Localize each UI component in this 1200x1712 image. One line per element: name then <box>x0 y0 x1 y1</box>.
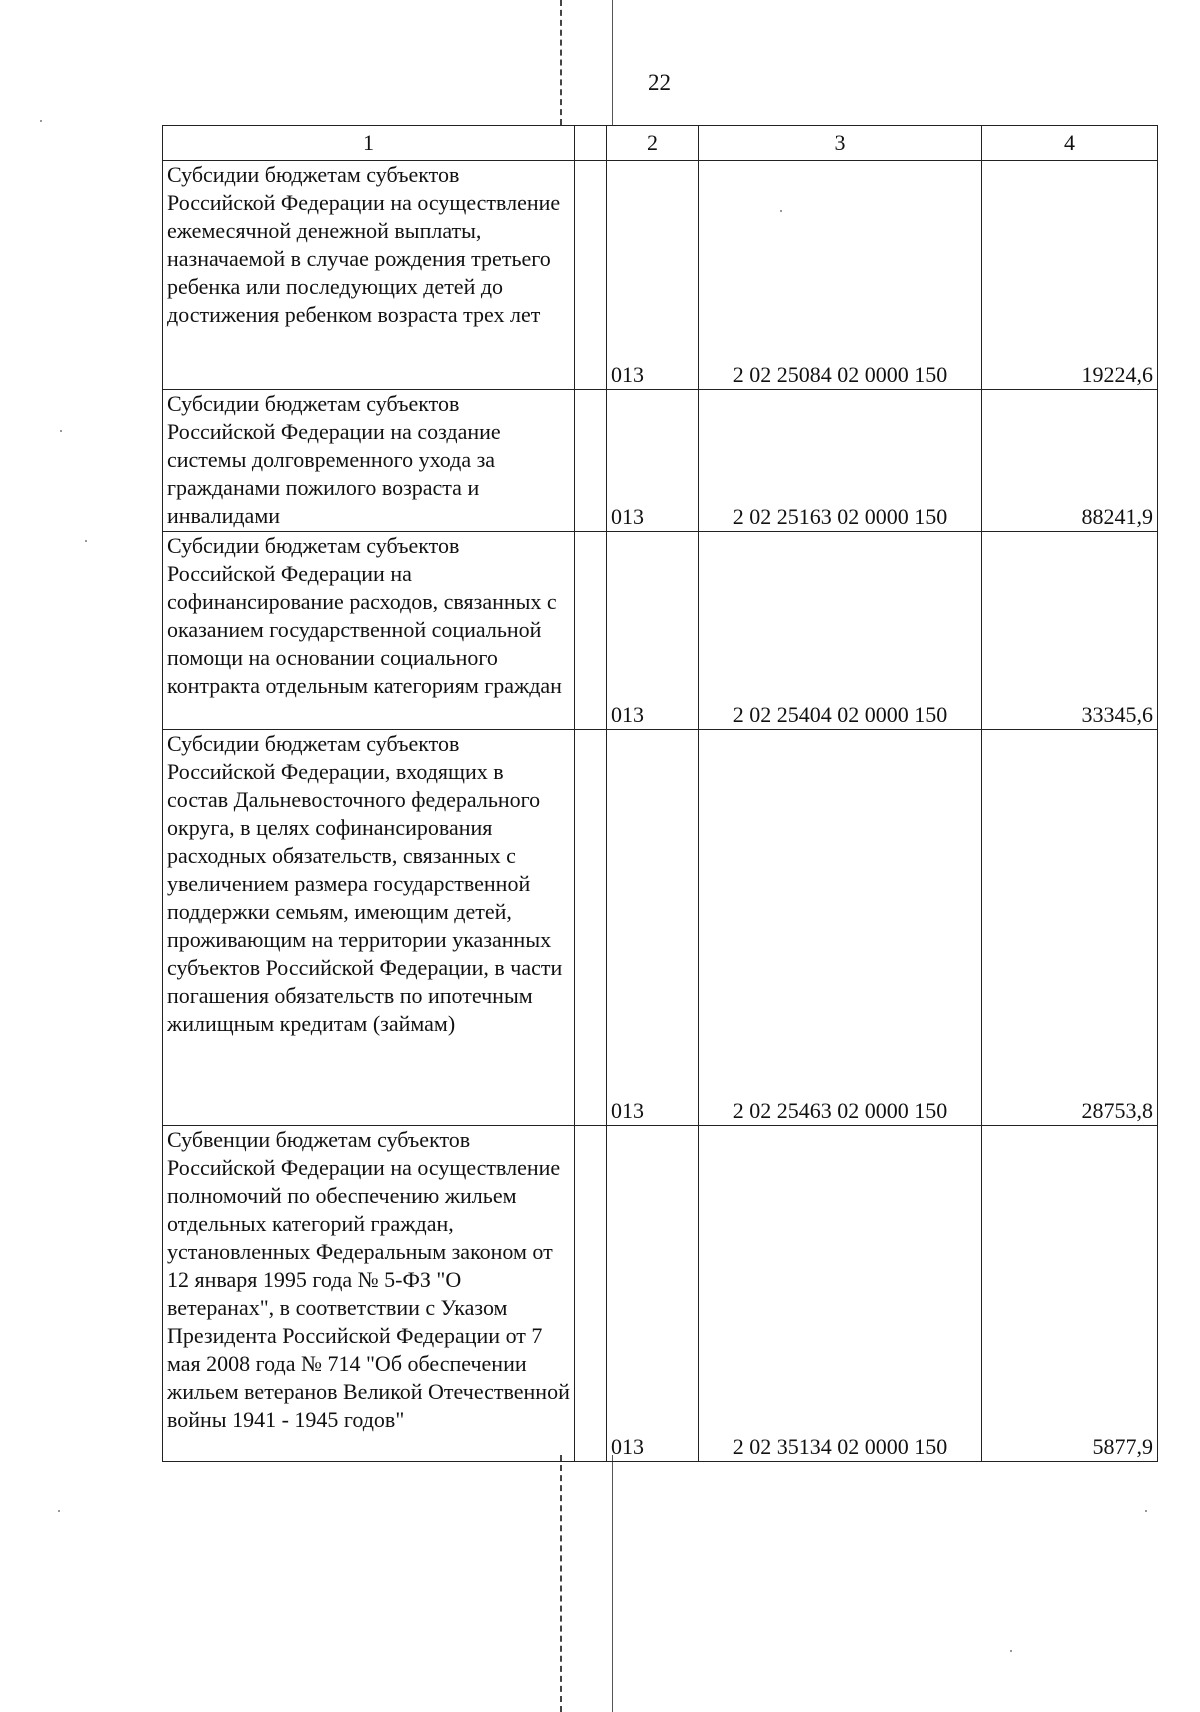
row-kbk-code: 2 02 35134 02 0000 150 <box>699 1126 982 1462</box>
row-kbk-code: 2 02 25463 02 0000 150 <box>699 730 982 1126</box>
row-description: Субсидии бюджетам субъектов Российской Федерации на создание системы долговременного ухода за гражданами пожилого возраста и инвалидами <box>163 390 575 532</box>
column-header: 2 <box>607 126 699 161</box>
table-header-row <box>163 126 1158 161</box>
table-row <box>163 532 1158 730</box>
scan-speck <box>1010 1650 1012 1652</box>
row-description: Субсидии бюджетам субъектов Российской Федерации на софинансирование расходов, связанных с оказанием государственной социальной помощи на основании социального контракта отдельным категориям граждан <box>163 532 575 730</box>
row-gap-cell <box>575 161 607 390</box>
scan-speck <box>40 120 42 122</box>
column-header: 4 <box>982 126 1158 161</box>
row-kbk-code: 2 02 25404 02 0000 150 <box>699 532 982 730</box>
scan-speck <box>58 1510 60 1512</box>
row-amount: 88241,9 <box>982 390 1158 532</box>
row-gap-cell <box>575 532 607 730</box>
row-amount: 28753,8 <box>982 730 1158 1126</box>
row-description: Субсидии бюджетам субъектов Российской Федерации, входящих в состав Дальневосточного федерального округа, в целях софинансирования расходных обязательств, связанных с увеличением размера государственной поддержки семьям, имеющим детей, проживающим на территории указанных субъектов Российской Федерации, в части погашения обязательств по ипотечным жилищным кредитам (займам) <box>163 730 575 1126</box>
scan-speck <box>85 540 87 542</box>
row-admin-code: 013 <box>607 730 699 1126</box>
column-header-gap <box>575 126 607 161</box>
row-description: Субвенции бюджетам субъектов Российской Федерации на осуществление полномочий по обеспечению жильем отдельных категорий граждан, установленных Федеральным законом от 12 января 1995 года № 5-ФЗ "О ветеранах", в соответствии с Указом Президента Российской Федерации от 7 мая 2008 года № 714 "Об обеспечении жильем ветеранов Великой Отечественной войны 1941 - 1945 годов" <box>163 1126 575 1462</box>
table-row <box>163 1126 1158 1462</box>
row-gap-cell <box>575 1126 607 1462</box>
row-kbk-code: 2 02 25084 02 0000 150 <box>699 161 982 390</box>
row-admin-code: 013 <box>607 390 699 532</box>
row-gap-cell <box>575 730 607 1126</box>
scan-fold-line <box>612 1455 613 1712</box>
table-row <box>163 161 1158 390</box>
row-kbk-code: 2 02 25163 02 0000 150 <box>699 390 982 532</box>
page-number: 22 <box>648 70 671 95</box>
row-amount: 33345,6 <box>982 532 1158 730</box>
scan-fold-line <box>560 1455 562 1712</box>
column-header: 1 <box>163 126 575 161</box>
row-amount: 19224,6 <box>982 161 1158 390</box>
scan-fold-line <box>560 0 562 125</box>
table-row <box>163 730 1158 1126</box>
row-amount: 5877,9 <box>982 1126 1158 1462</box>
column-header: 3 <box>699 126 982 161</box>
row-gap-cell <box>575 390 607 532</box>
row-description: Субсидии бюджетам субъектов Российской Федерации на осуществление ежемесячной денежной выплаты, назначаемой в случае рождения третьего ребенка или последующих детей до достижения ребенком возраста трех лет <box>163 161 575 390</box>
row-admin-code: 013 <box>607 532 699 730</box>
row-admin-code: 013 <box>607 1126 699 1462</box>
scan-speck <box>60 430 62 432</box>
scan-fold-line <box>612 0 613 125</box>
budget-table <box>162 125 1158 1462</box>
table-row <box>163 390 1158 532</box>
row-admin-code: 013 <box>607 161 699 390</box>
scan-speck <box>1145 1510 1147 1512</box>
